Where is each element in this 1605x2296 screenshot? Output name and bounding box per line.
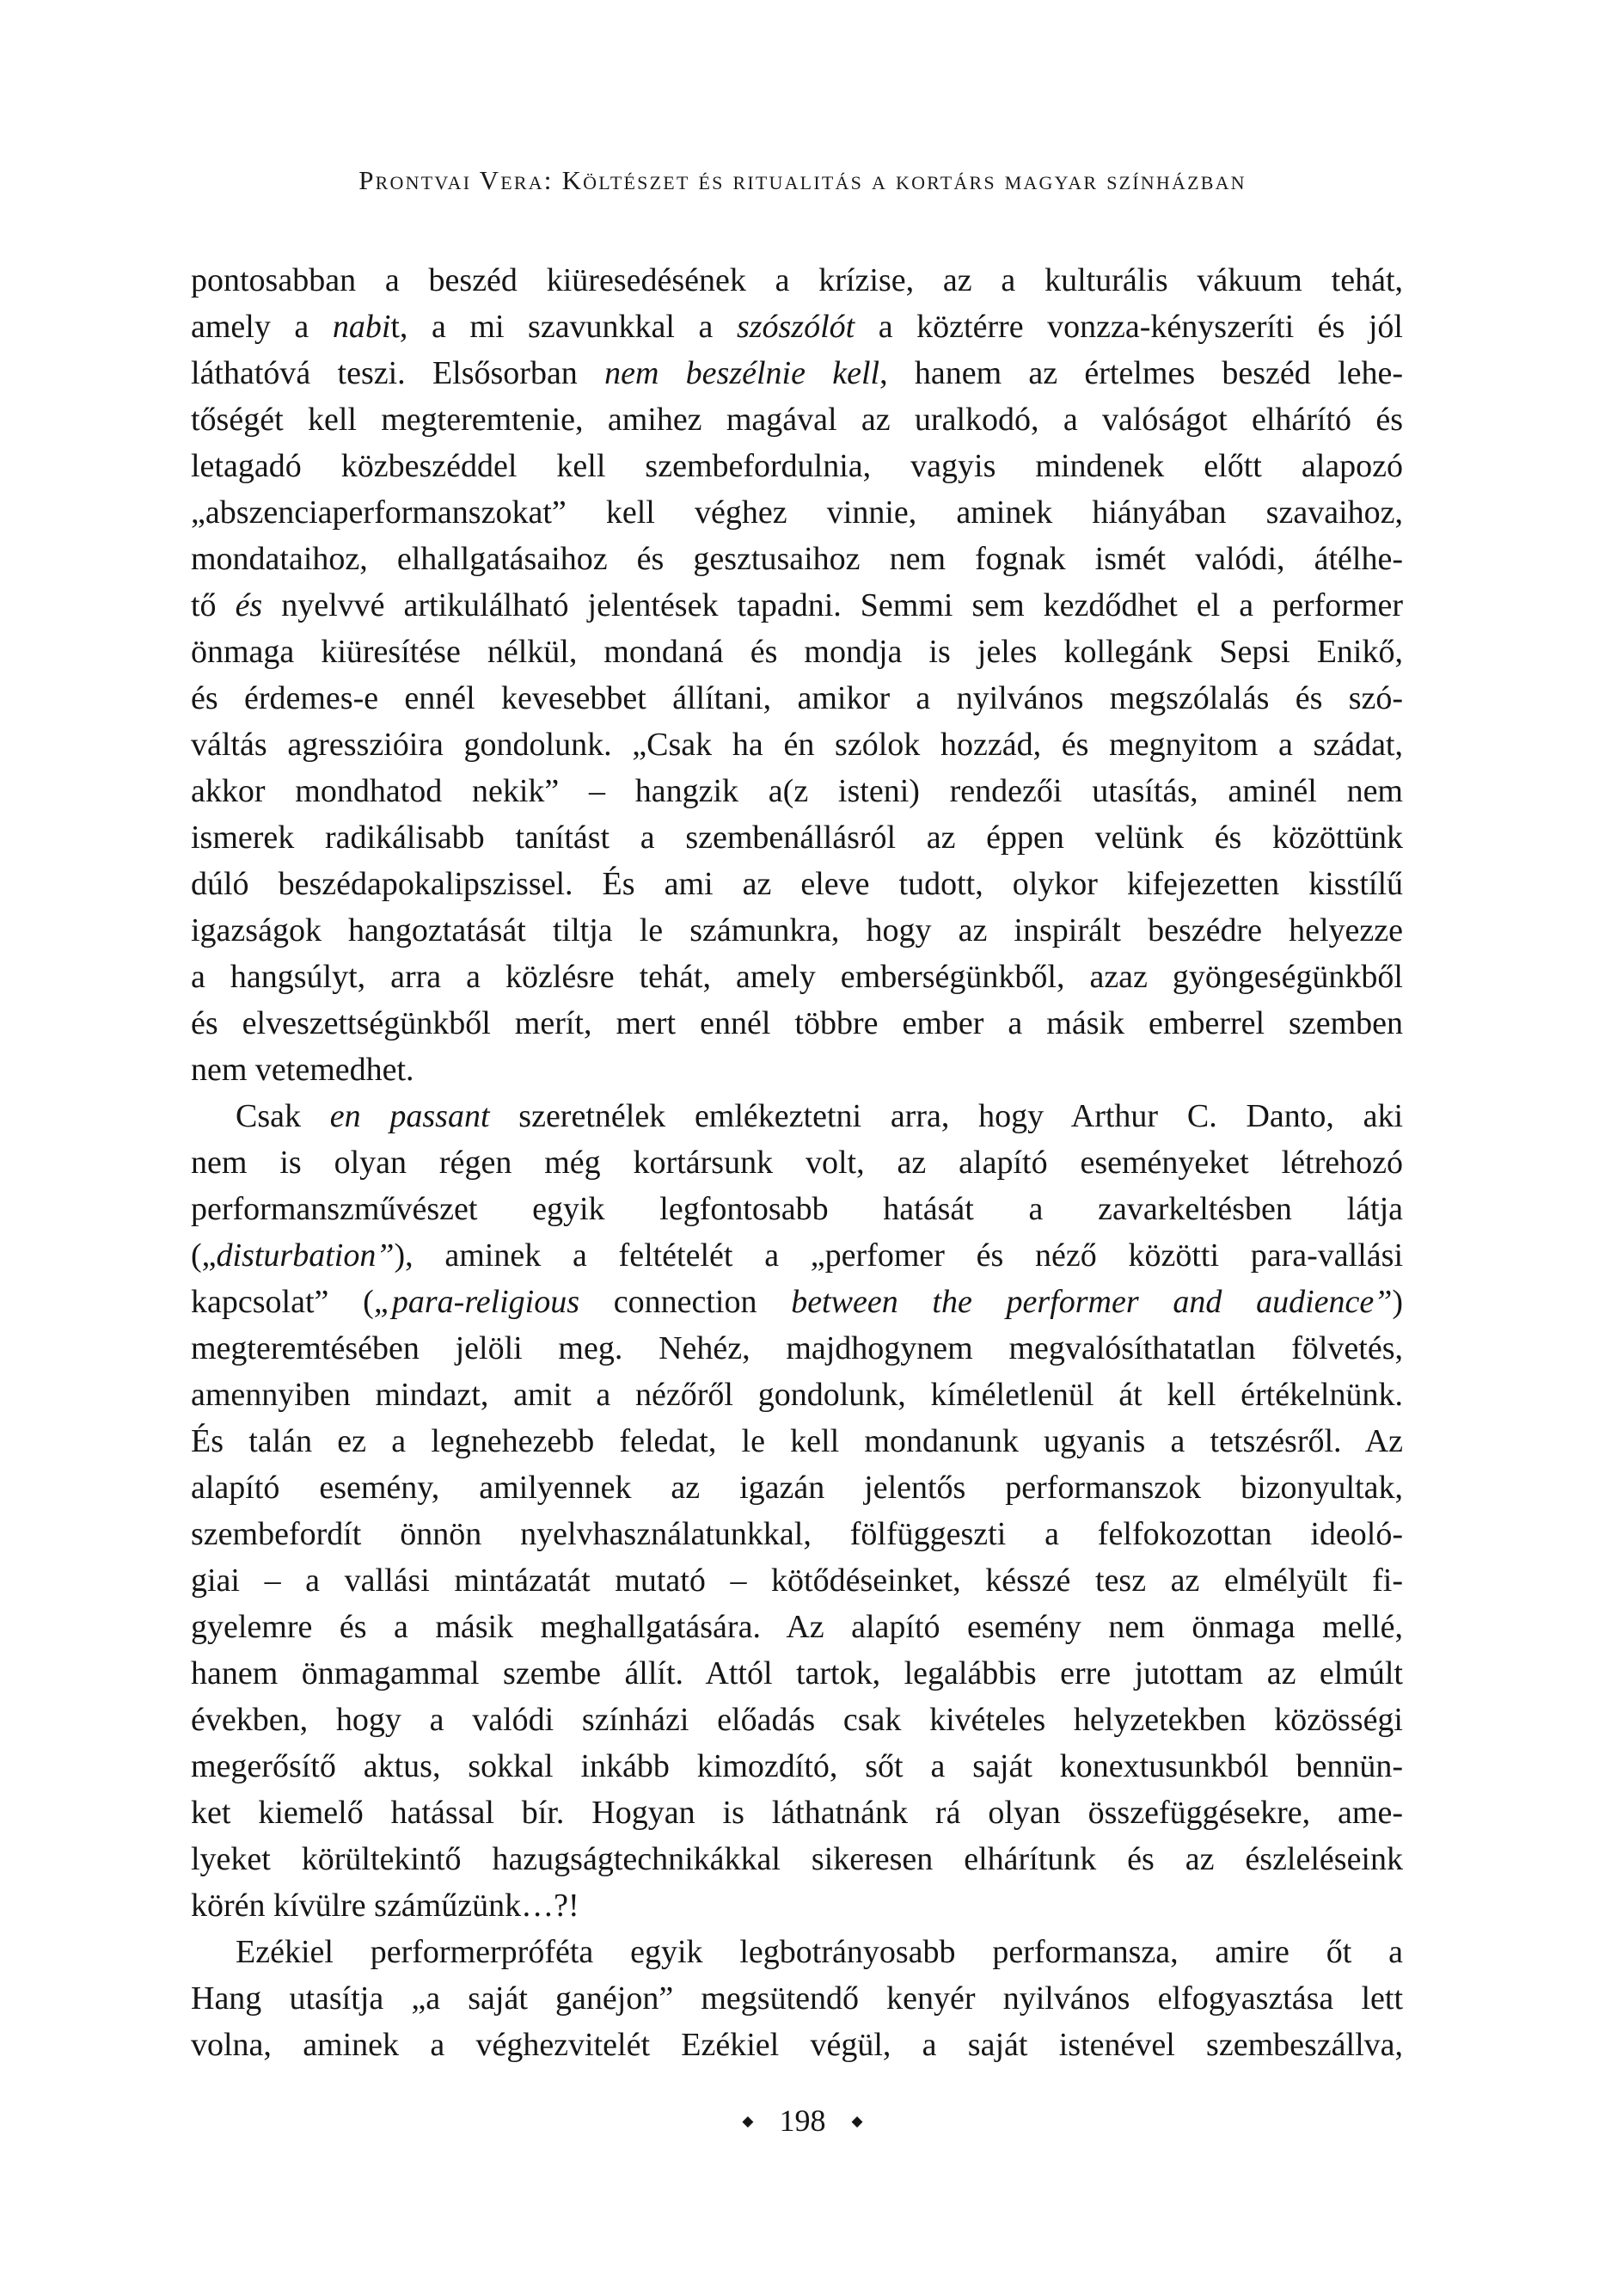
text-line: amely a nabit, a mi szavunkkal a szószólót a köztérre vonzza-kényszeríti és jól xyxy=(191,309,1403,345)
text-line: gyelemre és a másik meghallgatására. Az alapító esemény nem önmaga mellé, xyxy=(191,1609,1403,1645)
text-line: Ezékiel performerpróféta egyik legbotrányosabb performansza, amire őt a xyxy=(236,1934,1403,1970)
text-line: „abszenciaperformanszokat” kell véghez vinnie, aminek hiányában szavaihoz, xyxy=(191,494,1403,531)
text-line: amennyiben mindazt, amit a nézőről gondolunk, kíméletlenül át kell értékelnünk. xyxy=(191,1377,1403,1413)
footer-ornament-left: ◆ xyxy=(742,2112,754,2129)
text-line: hanem önmagammal szembe állít. Attól tartok, legalábbis erre jutottam az elmúlt xyxy=(191,1655,1403,1691)
text-line: tő és nyelvvé artikulálható jelentések tapadni. Semmi sem kezdődhet el a performer xyxy=(191,587,1404,623)
text-line: Hang utasítja „a saját ganéjon” megsütendő kenyér nyilvános elfogyasztása lett xyxy=(191,1980,1403,2017)
text-line: volna, aminek a véghezvitelét Ezékiel végül, a saját istenével szembeszállva, xyxy=(191,2027,1403,2063)
text-line: váltás agresszióira gondolunk. „Csak ha én szólok hozzád, és megnyitom a szádat, xyxy=(191,727,1403,763)
text-line: performanszművészet egyik legfontosabb hatását a zavarkeltésben látja xyxy=(191,1191,1403,1227)
text-line: ket kiemelő hatással bír. Hogyan is láthatnánk rá olyan összefüggésekre, ame- xyxy=(191,1795,1403,1831)
text-line: akkor mondhatod nekik” – hangzik a(z isteni) rendezői utasítás, aminél nem xyxy=(191,773,1403,809)
text-line: mondataihoz, elhallgatásaihoz és gesztusaihoz nem fognak ismét valódi, átélhe- xyxy=(191,541,1403,577)
text-line: a hangsúlyt, arra a közlésre tehát, amely emberségünkből, azaz gyöngeségünkből xyxy=(191,959,1403,995)
text-line: tőségét kell megteremtenie, amihez magával az uralkodó, a valóságot elhárító és xyxy=(191,402,1403,438)
text-line: és elveszettségünkből merít, mert ennél többre ember a másik emberrel szemben xyxy=(191,1005,1403,1041)
text-line: megteremtésében jelöli meg. Nehéz, majdhogynem megvalósíthatatlan fölvetés, xyxy=(191,1330,1403,1366)
body-text xyxy=(191,257,1403,2068)
footer-ornament-right: ◆ xyxy=(851,2112,863,2129)
text-line: és érdemes-e ennél kevesebbet állítani, amikor a nyilvános megszólalás és szó- xyxy=(191,680,1403,716)
text-line: kapcsolat” („para-religious connection between the performer and audience”) xyxy=(191,1284,1404,1320)
text-line: lyeket körültekintő hazugságtechnikákkal sikeresen elhárítunk és az észleléseink xyxy=(191,1841,1403,1877)
text-line: körén kívülre száműzünk…?! xyxy=(191,1888,579,1924)
text-line: alapító esemény, amilyennek az igazán jelentős performanszok bizonyultak, xyxy=(191,1470,1403,1506)
text-line: években, hogy a valódi színházi előadás csak kivételes helyzetekben közösségi xyxy=(191,1702,1403,1738)
text-line: Csak en passant szeretnélek emlékeztetni arra, hogy Arthur C. Danto, aki xyxy=(236,1098,1404,1134)
text-line: szembefordít önnön nyelvhasználatunkkal, fölfüggeszti a felfokozottan ideoló- xyxy=(191,1516,1403,1552)
text-line: giai – a vallási mintázatát mutató – kötődéseinket, késszé tesz az elmélyült fi- xyxy=(191,1562,1403,1599)
running-header: Prontvai Vera: Költészet és ritualitás a kortárs magyar színházban xyxy=(358,165,1247,195)
page-number: 198 xyxy=(779,2103,826,2138)
text-line: nem vetemedhet. xyxy=(191,1052,414,1088)
text-line: És talán ez a legnehezebb feledat, le kell mondanunk ugyanis a tetszésről. Az xyxy=(191,1423,1403,1459)
text-line: igazságok hangoztatását tiltja le számunkra, hogy az inspirált beszédre helyezze xyxy=(191,912,1403,948)
page-footer xyxy=(0,2105,1605,2136)
text-line: dúló beszédapokalipszissel. És ami az eleve tudott, olykor kifejezetten kisstílű xyxy=(191,866,1403,902)
text-line: megerősítő aktus, sokkal inkább kimozdító, sőt a saját konextusunkból bennün- xyxy=(191,1748,1403,1784)
text-line: letagadó közbeszéddel kell szembefordulnia, vagyis mindenek előtt alapozó xyxy=(191,448,1403,484)
text-line: („disturbation”), aminek a feltételét a „perfomer és néző közötti para-vallási xyxy=(191,1237,1403,1274)
text-line: nem is olyan régen még kortársunk volt, az alapító eseményeket létrehozó xyxy=(191,1145,1403,1181)
text-line: ismerek radikálisabb tanítást a szembenállásról az éppen velünk és közöttünk xyxy=(191,820,1403,856)
text-line: önmaga kiüresítése nélkül, mondaná és mondja is jeles kollegánk Sepsi Enikő, xyxy=(191,634,1403,670)
text-line: pontosabban a beszéd kiüresedésének a krízise, az a kulturális vákuum tehát, xyxy=(191,262,1403,298)
text-line: láthatóvá teszi. Elsősorban nem beszélnie kell, hanem az értelmes beszéd lehe- xyxy=(191,355,1403,391)
